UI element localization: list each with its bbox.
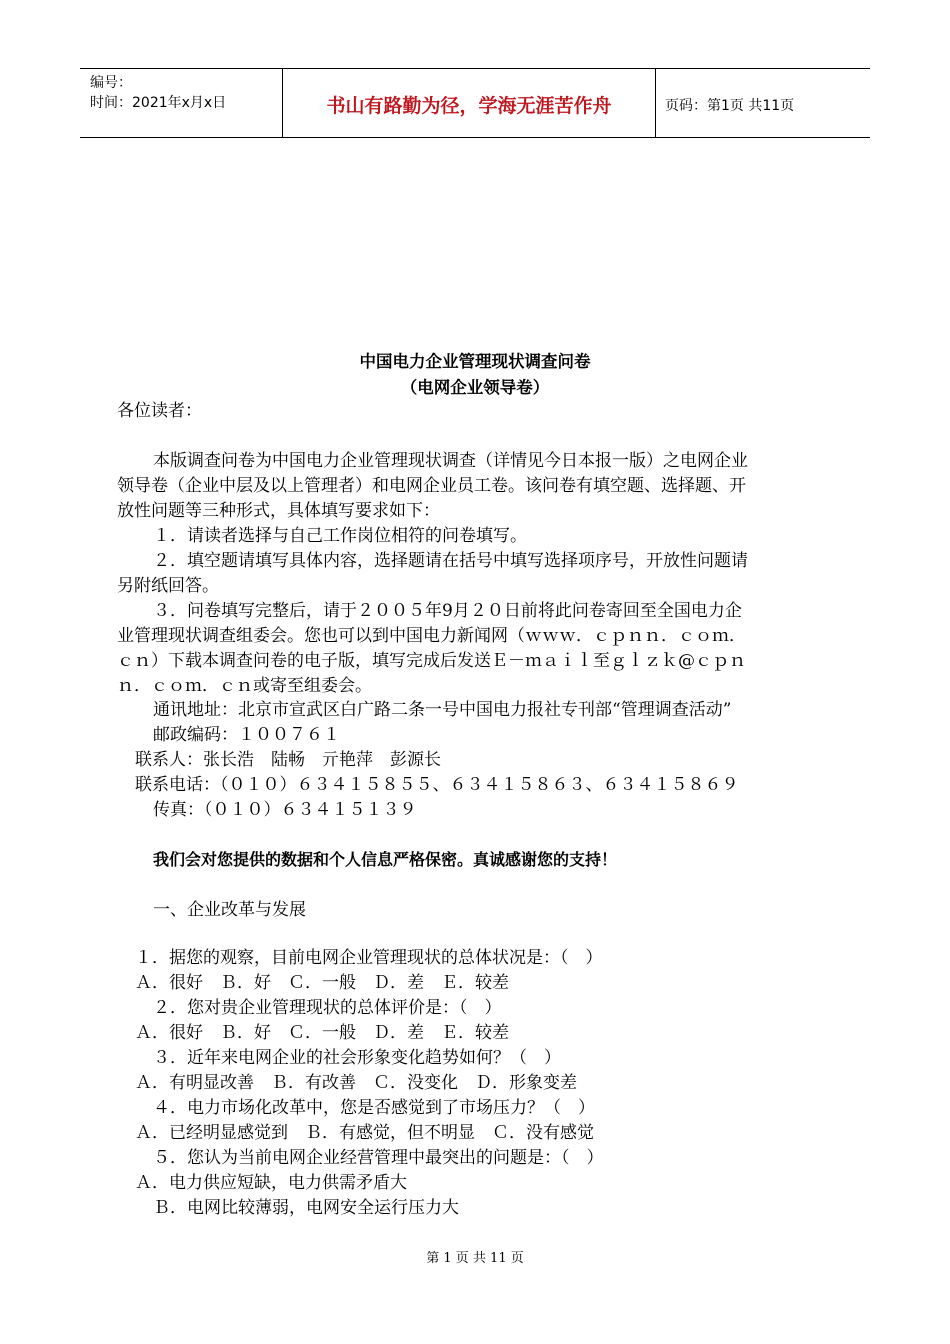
date-label: 时间：2021年x月x日 [90,95,227,111]
salutation: 各位读者： [117,401,202,421]
question-line: ２．您对贵企业管理现状的总体评价是：（ ） [153,998,502,1018]
document-subtitle: （电网企业领导卷） [400,378,550,397]
intro-line: 业管理现状调查组委会。您也可以到中国电力新闻网（ｗｗｗ．ｃｐｎｎ．ｃｏｍ． [117,626,746,646]
option-line: Ａ．有明显改善 Ｂ．有改善 Ｃ．没变化 Ｄ．形象变差 [135,1073,577,1093]
option-line: Ａ．很好 Ｂ．好 Ｃ．一般 Ｄ．差 Ｅ．较差 [135,973,509,993]
intro-line: 放性问题等三种形式，具体填写要求如下： [117,501,440,521]
contact-persons: 联系人：张长浩 陆畅 亓艳萍 彭源长 [135,750,441,770]
intro-line: １．请读者选择与自己工作岗位相符的问卷填写。 [153,526,527,546]
page-header [80,68,870,138]
option-line: Ｂ．电网比较薄弱，电网安全运行压力大 [153,1198,459,1218]
header-motto: 书山有路勤为径，学海无涯苦作舟 [326,95,612,117]
question-line: ４．电力市场化改革中，您是否感觉到了市场压力？（ ） [153,1098,595,1118]
code-label: 编号： [90,75,132,91]
question-line: １．据您的观察，目前电网企业管理现状的总体状况是：（ ） [135,948,603,968]
header-divider [655,69,656,137]
contact-fax: 传真：（０１０）６３４１５１３９ [153,800,417,820]
page-footer: 第 1 页 共 11 页 [426,1251,524,1266]
section-heading: 一、企业改革与发展 [153,900,306,920]
contact-address: 通讯地址：北京市宣武区白广路二条一号中国电力报社专刊部“管理调查活动” [153,700,732,720]
intro-line: 本版调查问卷为中国电力企业管理现状调查（详情见今日本报一版）之电网企业 [153,451,748,471]
intro-line: 另附纸回答。 [117,576,219,596]
intro-line: ２．填空题请填写具体内容，选择题请在括号中填写选择项序号，开放性问题请 [153,551,748,571]
contact-phone: 联系电话：（０１０）６３４１５８５５、６３４１５８６３、６３４１５８６９ [135,775,739,795]
header-page-info: 页码：第1页 共11页 [665,98,795,114]
header-meta [90,73,226,113]
intro-line: ｃｎ）下载本调查问卷的电子版，填写完成后发送Ｅ－ｍａｉｌ至ｇｌｚｋ@ｃｐｎ [117,651,746,671]
document-title: 中国电力企业管理现状调查问卷 [359,352,591,371]
option-line: Ａ．很好 Ｂ．好 Ｃ．一般 Ｄ．差 Ｅ．较差 [135,1023,509,1043]
intro-line: 领导卷（企业中层及以上管理者）和电网企业员工卷。该问卷有填空题、选择题、开 [117,476,746,496]
question-line: ３．近年来电网企业的社会形象变化趋势如何？（ ） [153,1048,561,1068]
intro-line: ｎ．ｃｏｍ．ｃｎ或寄至组委会。 [117,676,372,696]
option-line: Ａ．电力供应短缺，电力供需矛盾大 [135,1173,407,1193]
option-line: Ａ．已经明显感觉到 Ｂ．有感觉，但不明显 Ｃ．没有感觉 [135,1123,594,1143]
intro-line: ３．问卷填写完整后，请于２００５年9月２０日前将此问卷寄回至全国电力企 [153,601,742,621]
contact-postcode: 邮政编码：１００７６１ [153,725,340,745]
question-line: ５．您认为当前电网企业经营管理中最突出的问题是：（ ） [153,1148,604,1168]
privacy-statement: 我们会对您提供的数据和个人信息严格保密。真诚感谢您的支持！ [153,850,618,869]
